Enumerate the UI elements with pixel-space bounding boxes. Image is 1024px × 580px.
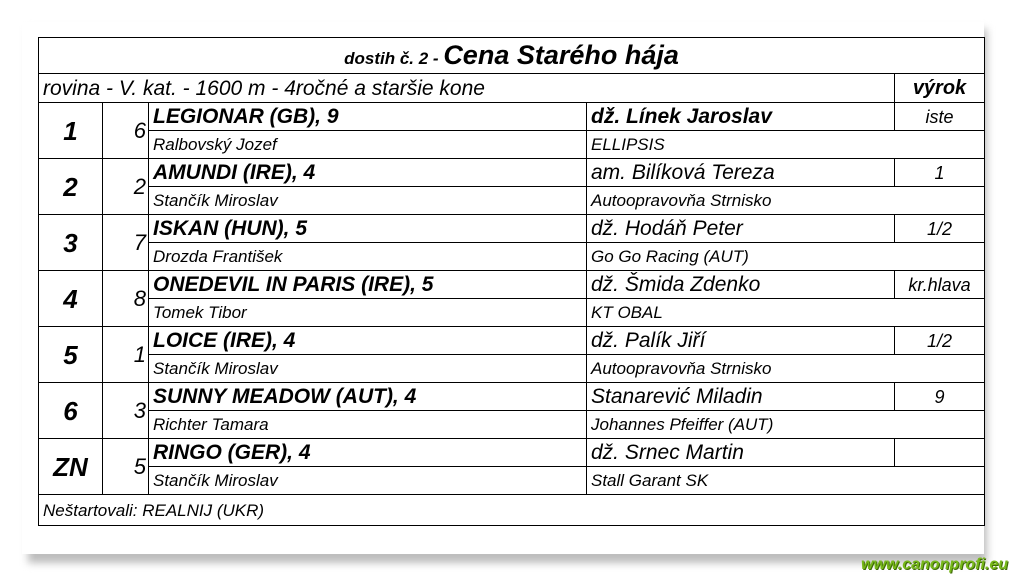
result-subrow: [39, 187, 985, 215]
race-title: [39, 38, 985, 74]
place-cell: ZN: [39, 439, 103, 495]
owner-name: Autoopravovňa Strnisko: [587, 187, 985, 215]
trainer-name: Stančík Miroslav: [149, 467, 587, 495]
trainer-name: Ralbovský Jozef: [149, 131, 587, 159]
horse-name: ONEDEVIL IN PARIS (IRE), 5: [149, 271, 587, 299]
jockey-name: dž. Srnec Martin: [587, 439, 895, 467]
start-number: 7: [103, 215, 149, 271]
start-number: 2: [103, 159, 149, 215]
margin-header: výrok: [895, 74, 985, 103]
jockey-name: dž. Palík Jiří: [587, 327, 895, 355]
horse-name: RINGO (GER), 4: [149, 439, 587, 467]
jockey-name: dž. Hodáň Peter: [587, 215, 895, 243]
place-cell: 3: [39, 215, 103, 271]
start-number: 3: [103, 383, 149, 439]
owner-name: KT OBAL: [587, 299, 985, 327]
horse-name: LOICE (IRE), 4: [149, 327, 587, 355]
result-subrow: [39, 467, 985, 495]
margin-cell: 1/2: [895, 327, 985, 355]
margin-cell: iste: [895, 103, 985, 131]
non-starters: Neštartovali: REALNIJ (UKR): [39, 495, 985, 526]
jockey-name: dž. Línek Jaroslav: [587, 103, 895, 131]
horse-name: LEGIONAR (GB), 9: [149, 103, 587, 131]
owner-name: Stall Garant SK: [587, 467, 985, 495]
result-row: [39, 327, 985, 355]
result-row: [39, 159, 985, 187]
result-row: [39, 439, 985, 467]
result-subrow: [39, 131, 985, 159]
place-cell: 2: [39, 159, 103, 215]
trainer-name: Drozda František: [149, 243, 587, 271]
result-subrow: [39, 355, 985, 383]
owner-name: ELLIPSIS: [587, 131, 985, 159]
jockey-name: am. Bilíková Tereza: [587, 159, 895, 187]
horse-name: ISKAN (HUN), 5: [149, 215, 587, 243]
race-name: Cena Starého hája: [443, 40, 679, 70]
watermark: www.canonprofi.eu: [861, 556, 1008, 573]
owner-name: Autoopravovňa Strnisko: [587, 355, 985, 383]
start-number: 8: [103, 271, 149, 327]
result-row: [39, 271, 985, 299]
trainer-name: Stančík Miroslav: [149, 187, 587, 215]
margin-cell: 9: [895, 383, 985, 411]
place-cell: 1: [39, 103, 103, 159]
trainer-name: Tomek Tibor: [149, 299, 587, 327]
horse-name: AMUNDI (IRE), 4: [149, 159, 587, 187]
margin-cell: 1/2: [895, 215, 985, 243]
start-number: 5: [103, 439, 149, 495]
start-number: 1: [103, 327, 149, 383]
margin-cell: [895, 439, 985, 467]
race-result-table: [38, 37, 985, 526]
trainer-name: Richter Tamara: [149, 411, 587, 439]
margin-cell: kr.hlava: [895, 271, 985, 299]
result-row: [39, 383, 985, 411]
place-cell: 5: [39, 327, 103, 383]
place-cell: 6: [39, 383, 103, 439]
owner-name: Go Go Racing (AUT): [587, 243, 985, 271]
start-number: 6: [103, 103, 149, 159]
jockey-name: dž. Šmida Zdenko: [587, 271, 895, 299]
result-row: [39, 215, 985, 243]
jockey-name: Stanarević Miladin: [587, 383, 895, 411]
result-subrow: [39, 299, 985, 327]
owner-name: Johannes Pfeiffer (AUT): [587, 411, 985, 439]
race-conditions: rovina - V. kat. - 1600 m - 4ročné a staršie kone: [39, 74, 895, 103]
place-cell: 4: [39, 271, 103, 327]
trainer-name: Stančík Miroslav: [149, 355, 587, 383]
result-row: [39, 103, 985, 131]
result-subrow: [39, 243, 985, 271]
margin-cell: 1: [895, 159, 985, 187]
result-subrow: [39, 411, 985, 439]
race-prefix: dostih č. 2 -: [344, 49, 439, 68]
horse-name: SUNNY MEADOW (AUT), 4: [149, 383, 587, 411]
